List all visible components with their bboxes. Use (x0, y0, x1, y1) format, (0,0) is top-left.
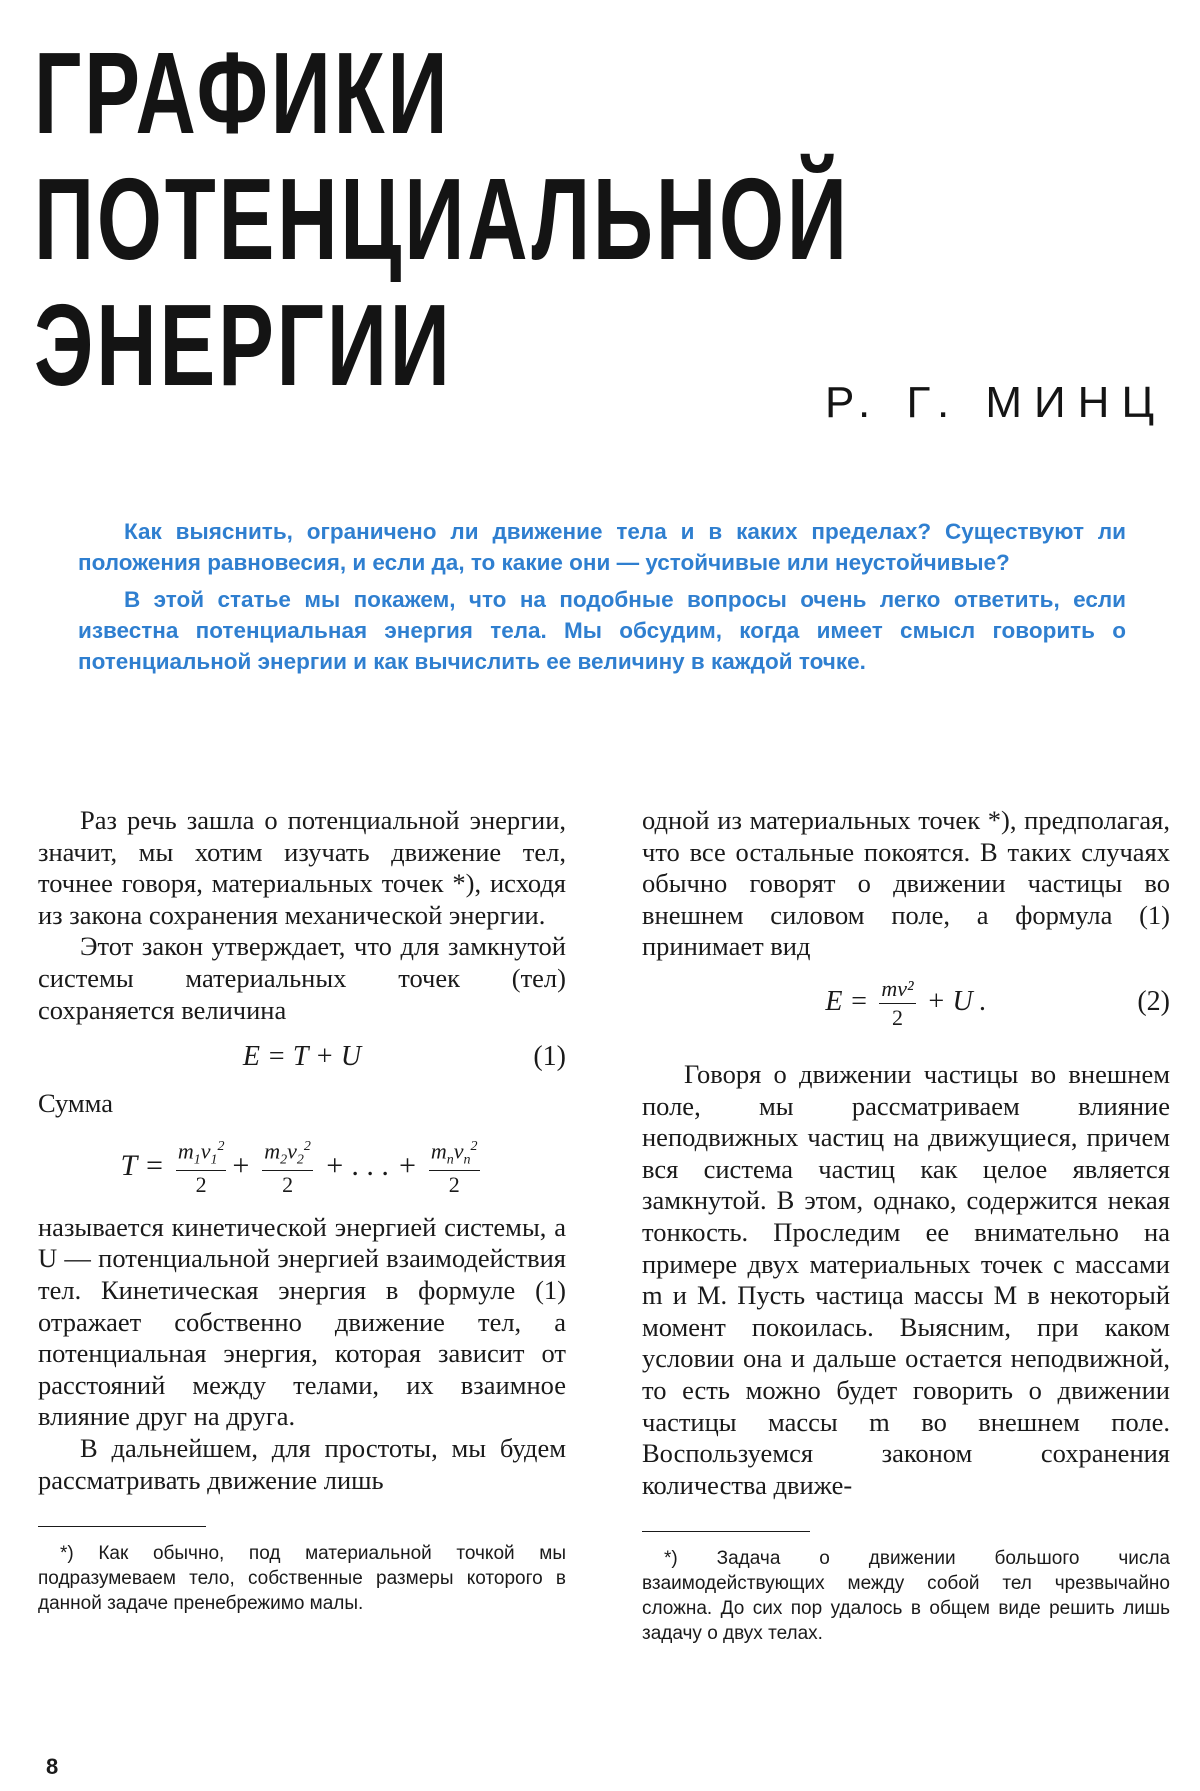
fraction-term-1: $\frac{m_1v_1^2}{2}$ (177, 1137, 225, 1198)
lead-paragraph (78, 516, 1126, 683)
formula-2-number: (2) (1137, 985, 1170, 1017)
body-paragraph: Этот закон утверждает, что для замкнутой системы материальных точек (тел) сохраняется величина (38, 931, 566, 1025)
footnote-divider (38, 1526, 206, 1527)
formula-2 (642, 963, 1170, 1041)
page-number: 8 (46, 1754, 59, 1779)
lead-text-2: В этой статье мы покажем, что на подобные вопросы очень легко ответить, если известна потенциальная энергия тела. Мы обсудим, когда имеет смысл говорить о потенциальной энергии и как вычислить ее величину в каждой точке. (78, 587, 1126, 674)
footnote-right (642, 1546, 1170, 1646)
title-line-1: ГРАФИКИ (34, 28, 451, 158)
footnote-text: *) Как обычно, под материальной точкой мы подразумеваем тело, собственные размеры которого в данной задаче пренебрежимо малы. (38, 1543, 566, 1615)
title-line-2: ПОТЕНЦИАЛЬНОЙ (34, 154, 850, 284)
body-paragraph: Сумма (38, 1088, 114, 1119)
body-paragraph: одной из материальных точек *), предполагая, что все остальные покоятся. В таких случаях обычно говорят о движении частицы во внешнем силовом поле, а формула (1) принимает вид (642, 805, 1170, 962)
fraction-numerator: mv² (879, 978, 915, 1004)
formula-2-lhs: E = (825, 985, 869, 1017)
article-title (34, 30, 850, 408)
title-line-3: ЭНЕРГИИ (34, 280, 453, 410)
author-name: Р. Г. МИНЦ (825, 378, 1166, 427)
left-column (38, 805, 566, 1616)
fraction-term-2: $\frac{m_2v_2^2}{2}$ (264, 1137, 311, 1198)
fraction-mv2 (879, 978, 915, 1029)
formula-t-dots: + . . . + (324, 1148, 418, 1182)
formula-1-number: (1) (533, 1041, 566, 1073)
body-paragraph: Говоря о движении частицы во внешнем поле, мы рассматриваем влияние неподвижных частиц на движущиеся, причем вся система частиц как целое является замкнутой. В этом, однако, содержится некая тонкость. Проследим ее внимательно на примере двух материальных точек с массами m и M. Пусть частица массы M в некоторый момент покоилась. Выясним, при каком условии она и дальше остается неподвижной, то есть можно будет говорить о движении частицы массы m во внешнем поле. Воспользуемся законом сохранения количества движе- (642, 1058, 1170, 1500)
body-paragraph: В дальнейшем, для простоты, мы будем рассматривать движение лишь (38, 1432, 566, 1495)
body-paragraph: называется кинетической энергией системы, а U — потенциальной энергией взаимодействия тел. Кинетическая энергия в формуле (1) отражает собственно движение тел, а потенциальная энергия, которая зависит от расстояний между телами, их взаимное влияние друг на друга. (38, 1211, 566, 1432)
footnote-divider (642, 1531, 810, 1532)
lead-text-1: Как выяснить, ограничено ли движение тела и в каких пределах? Существуют ли положения равновесия, и если да, то какие они — устойчивые или неустойчивые? (78, 519, 1126, 575)
body-paragraph: Раз речь зашла о потенциальной энергии, значит, мы хотим изучать движение тел, точнее говоря, материальных точек *), исходя из закона сохранения механической энергии. (38, 805, 566, 930)
formula-1-expression: E = T + U (242, 1041, 362, 1073)
fraction-denominator: 2 (891, 1005, 903, 1031)
footnote-text: *) Задача о движении большого числа взаимодействующих между собой тел чрезвычайно сложна. До сих пор удалось в общем виде решить лишь задачу о двух телах. (642, 1548, 1170, 1645)
formula-2-rhs: + U . (926, 985, 987, 1017)
right-column (642, 805, 1170, 1646)
fraction-term-n: $\frac{m_nv_n^2}{2}$ (430, 1137, 478, 1198)
formula-t-lhs: T = (120, 1148, 165, 1182)
formula-1 (38, 1026, 566, 1088)
footnote-left (38, 1541, 566, 1616)
formula-kinetic-energy: T = $\frac{m_1v_1^2}{2}$ + $\frac{m_2v_2^2}{2}$ + . . . + $\frac{m_nv_n^2}{2}$ (120, 1137, 478, 1198)
